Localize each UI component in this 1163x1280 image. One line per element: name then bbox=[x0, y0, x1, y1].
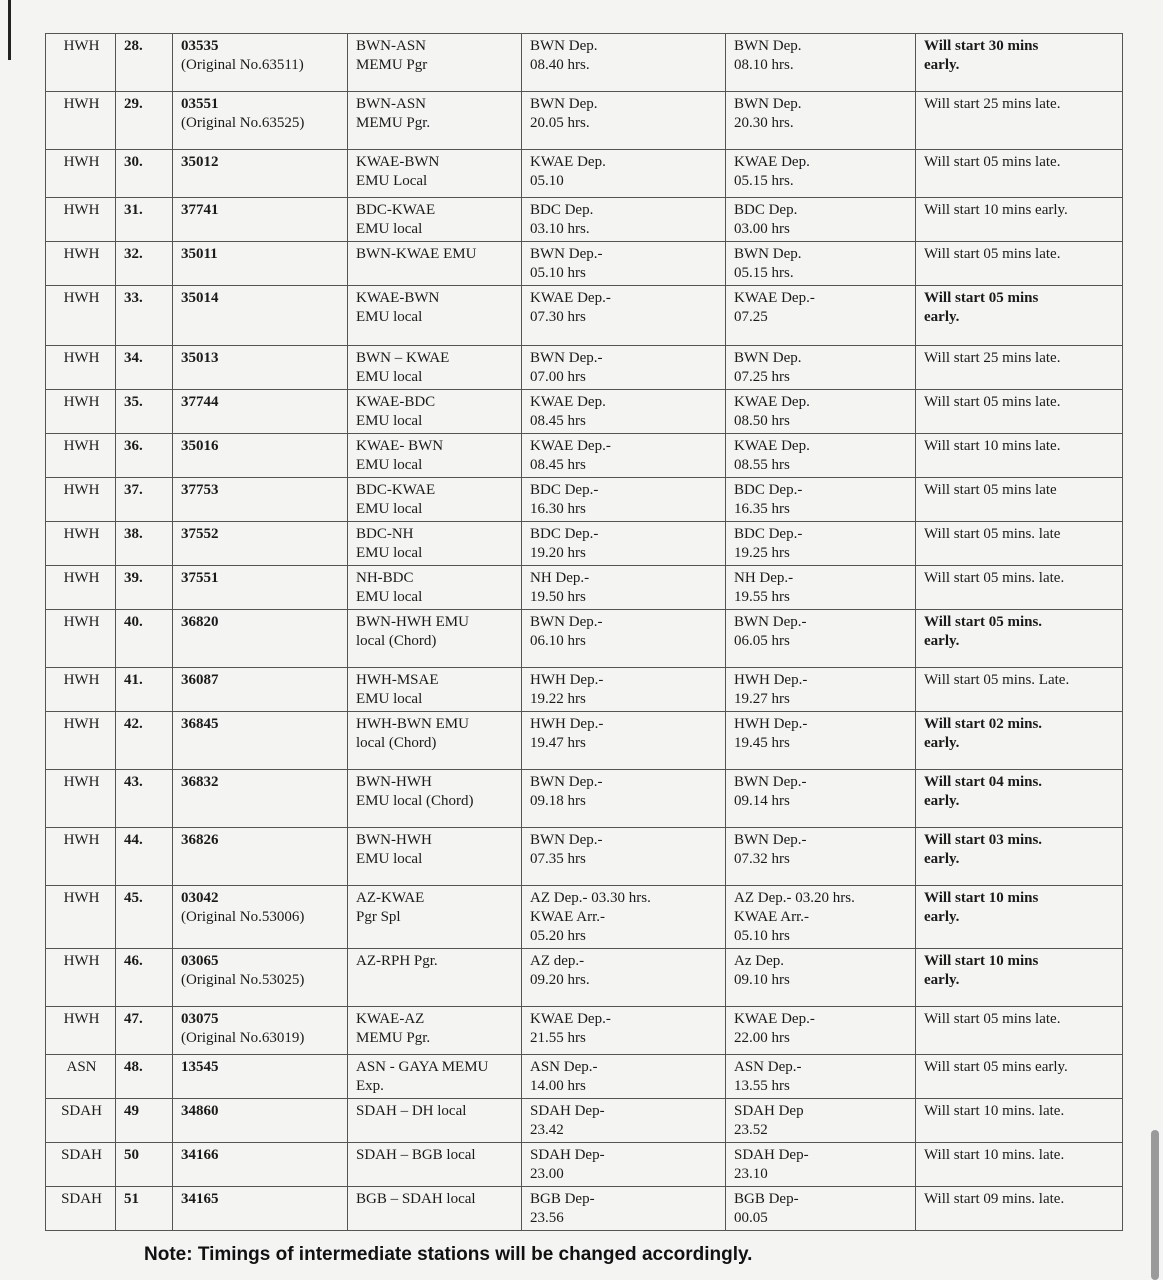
existing-timing-cell: HWH Dep.- 19.22 hrs bbox=[522, 668, 726, 712]
route-cell: BWN-HWH EMU local bbox=[348, 828, 522, 886]
zone-cell: HWH bbox=[46, 34, 116, 92]
table-row bbox=[46, 668, 1123, 712]
train-number-cell bbox=[173, 522, 348, 566]
existing-timing-cell: AZ dep.- 09.20 hrs. bbox=[522, 949, 726, 1007]
table-row bbox=[46, 346, 1123, 390]
train-number: 36832 bbox=[181, 774, 219, 790]
remark-cell: Will start 04 mins. early. bbox=[916, 770, 1123, 828]
revised-timing-cell: HWH Dep.- 19.45 hrs bbox=[726, 712, 916, 770]
train-number: 35016 bbox=[181, 438, 219, 454]
existing-timing-cell: SDAH Dep- 23.42 bbox=[522, 1099, 726, 1143]
train-number: 37741 bbox=[181, 202, 219, 218]
revised-timing-cell: BWN Dep.- 06.05 hrs bbox=[726, 610, 916, 668]
train-number-cell bbox=[173, 1099, 348, 1143]
existing-timing-cell: NH Dep.- 19.50 hrs bbox=[522, 566, 726, 610]
zone-cell: HWH bbox=[46, 886, 116, 949]
zone-cell: HWH bbox=[46, 610, 116, 668]
route-cell: BDC-NH EMU local bbox=[348, 522, 522, 566]
serial-number-cell: 34. bbox=[116, 346, 173, 390]
remark-cell: Will start 30 mins early. bbox=[916, 34, 1123, 92]
serial-number-cell: 48. bbox=[116, 1055, 173, 1099]
train-number: 34165 bbox=[181, 1191, 219, 1207]
train-number-cell bbox=[173, 610, 348, 668]
train-number-cell bbox=[173, 1143, 348, 1187]
revised-timing-cell: BWN Dep. 07.25 hrs bbox=[726, 346, 916, 390]
revised-timing-cell: BWN Dep. 08.10 hrs. bbox=[726, 34, 916, 92]
existing-timing-cell: BWN Dep.- 05.10 hrs bbox=[522, 242, 726, 286]
train-number: 34166 bbox=[181, 1147, 219, 1163]
zone-cell: HWH bbox=[46, 390, 116, 434]
train-number-cell bbox=[173, 34, 348, 92]
existing-timing-cell: KWAE Dep. 05.10 bbox=[522, 150, 726, 198]
existing-timing-cell: BDC Dep. 03.10 hrs. bbox=[522, 198, 726, 242]
zone-cell: HWH bbox=[46, 770, 116, 828]
remark-cell: Will start 25 mins late. bbox=[916, 92, 1123, 150]
remark-cell: Will start 05 mins early. bbox=[916, 286, 1123, 346]
serial-number-cell: 28. bbox=[116, 34, 173, 92]
scrollbar-track[interactable] bbox=[1149, 0, 1163, 1280]
zone-cell: HWH bbox=[46, 712, 116, 770]
train-number: 36845 bbox=[181, 716, 219, 732]
table-row bbox=[46, 390, 1123, 434]
route-cell: AZ-RPH Pgr. bbox=[348, 949, 522, 1007]
original-train-number: (Original No.53025) bbox=[181, 972, 305, 988]
table-row bbox=[46, 286, 1123, 346]
route-cell: HWH-MSAE EMU local bbox=[348, 668, 522, 712]
page-left-edge-mark bbox=[8, 0, 11, 60]
route-cell: ASN - GAYA MEMU Exp. bbox=[348, 1055, 522, 1099]
remark-cell: Will start 25 mins late. bbox=[916, 346, 1123, 390]
revised-timing-cell: KWAE Dep. 08.55 hrs bbox=[726, 434, 916, 478]
revised-timing-cell: BWN Dep.- 09.14 hrs bbox=[726, 770, 916, 828]
train-number: 03065 bbox=[181, 953, 219, 969]
revised-timing-cell: KWAE Dep.- 22.00 hrs bbox=[726, 1007, 916, 1055]
table-row bbox=[46, 886, 1123, 949]
table-row bbox=[46, 478, 1123, 522]
remark-cell: Will start 05 mins. Late. bbox=[916, 668, 1123, 712]
serial-number-cell: 43. bbox=[116, 770, 173, 828]
train-number-cell bbox=[173, 286, 348, 346]
serial-number-cell: 50 bbox=[116, 1143, 173, 1187]
train-schedule-table bbox=[45, 33, 1123, 1231]
existing-timing-cell: KWAE Dep. 08.45 hrs bbox=[522, 390, 726, 434]
train-number: 13545 bbox=[181, 1059, 219, 1075]
existing-timing-cell: BWN Dep.- 06.10 hrs bbox=[522, 610, 726, 668]
train-number: 03042 bbox=[181, 890, 219, 906]
table-row bbox=[46, 198, 1123, 242]
serial-number-cell: 38. bbox=[116, 522, 173, 566]
schedule-body bbox=[46, 34, 1123, 1231]
revised-timing-cell: BDC Dep.- 16.35 hrs bbox=[726, 478, 916, 522]
zone-cell: HWH bbox=[46, 150, 116, 198]
train-number-cell bbox=[173, 566, 348, 610]
zone-cell: HWH bbox=[46, 566, 116, 610]
zone-cell: HWH bbox=[46, 949, 116, 1007]
existing-timing-cell: AZ Dep.- 03.30 hrs. KWAE Arr.- 05.20 hrs bbox=[522, 886, 726, 949]
route-cell: KWAE-BWN EMU local bbox=[348, 286, 522, 346]
train-number: 36820 bbox=[181, 614, 219, 630]
route-cell: BWN-ASN MEMU Pgr bbox=[348, 34, 522, 92]
zone-cell: HWH bbox=[46, 346, 116, 390]
train-number: 36826 bbox=[181, 832, 219, 848]
revised-timing-cell: BGB Dep- 00.05 bbox=[726, 1187, 916, 1231]
route-cell: NH-BDC EMU local bbox=[348, 566, 522, 610]
revised-timing-cell: KWAE Dep.- 07.25 bbox=[726, 286, 916, 346]
route-cell: BWN-HWH EMU local (Chord) bbox=[348, 610, 522, 668]
remark-cell: Will start 10 mins. late. bbox=[916, 1099, 1123, 1143]
serial-number-cell: 36. bbox=[116, 434, 173, 478]
serial-number-cell: 30. bbox=[116, 150, 173, 198]
route-cell: SDAH – BGB local bbox=[348, 1143, 522, 1187]
revised-timing-cell: ASN Dep.- 13.55 hrs bbox=[726, 1055, 916, 1099]
table-row bbox=[46, 1143, 1123, 1187]
zone-cell: HWH bbox=[46, 286, 116, 346]
train-number: 35012 bbox=[181, 154, 219, 170]
zone-cell: SDAH bbox=[46, 1099, 116, 1143]
remark-cell: Will start 02 mins. early. bbox=[916, 712, 1123, 770]
zone-cell: SDAH bbox=[46, 1187, 116, 1231]
table-row bbox=[46, 610, 1123, 668]
train-number: 36087 bbox=[181, 672, 219, 688]
existing-timing-cell: BGB Dep- 23.56 bbox=[522, 1187, 726, 1231]
table-row bbox=[46, 92, 1123, 150]
table-row bbox=[46, 34, 1123, 92]
table-row bbox=[46, 434, 1123, 478]
serial-number-cell: 45. bbox=[116, 886, 173, 949]
serial-number-cell: 42. bbox=[116, 712, 173, 770]
existing-timing-cell: ASN Dep.- 14.00 hrs bbox=[522, 1055, 726, 1099]
train-number: 37744 bbox=[181, 394, 219, 410]
remark-cell: Will start 05 mins. late bbox=[916, 522, 1123, 566]
revised-timing-cell: BWN Dep. 20.30 hrs. bbox=[726, 92, 916, 150]
zone-cell: HWH bbox=[46, 668, 116, 712]
train-number-cell bbox=[173, 92, 348, 150]
train-number-cell bbox=[173, 1055, 348, 1099]
serial-number-cell: 37. bbox=[116, 478, 173, 522]
zone-cell: HWH bbox=[46, 478, 116, 522]
train-number-cell bbox=[173, 346, 348, 390]
remark-cell: Will start 05 mins. early. bbox=[916, 610, 1123, 668]
remark-cell: Will start 05 mins early. bbox=[916, 1055, 1123, 1099]
table-row bbox=[46, 1007, 1123, 1055]
route-cell: HWH-BWN EMU local (Chord) bbox=[348, 712, 522, 770]
remark-cell: Will start 03 mins. early. bbox=[916, 828, 1123, 886]
table-row bbox=[46, 712, 1123, 770]
remark-cell: Will start 05 mins late. bbox=[916, 1007, 1123, 1055]
serial-number-cell: 46. bbox=[116, 949, 173, 1007]
route-cell: KWAE- BWN EMU local bbox=[348, 434, 522, 478]
train-number-cell bbox=[173, 390, 348, 434]
serial-number-cell: 51 bbox=[116, 1187, 173, 1231]
route-cell: BDC-KWAE EMU local bbox=[348, 478, 522, 522]
serial-number-cell: 47. bbox=[116, 1007, 173, 1055]
train-number-cell bbox=[173, 828, 348, 886]
serial-number-cell: 49 bbox=[116, 1099, 173, 1143]
existing-timing-cell: BWN Dep.- 07.35 hrs bbox=[522, 828, 726, 886]
existing-timing-cell: HWH Dep.- 19.47 hrs bbox=[522, 712, 726, 770]
route-cell: BWN-ASN MEMU Pgr. bbox=[348, 92, 522, 150]
scrollbar-thumb[interactable] bbox=[1151, 1130, 1159, 1280]
train-number-cell bbox=[173, 1187, 348, 1231]
route-cell: SDAH – DH local bbox=[348, 1099, 522, 1143]
serial-number-cell: 40. bbox=[116, 610, 173, 668]
zone-cell: HWH bbox=[46, 242, 116, 286]
train-number-cell bbox=[173, 886, 348, 949]
existing-timing-cell: KWAE Dep.- 08.45 hrs bbox=[522, 434, 726, 478]
train-number-cell bbox=[173, 198, 348, 242]
route-cell: BDC-KWAE EMU local bbox=[348, 198, 522, 242]
remark-cell: Will start 05 mins. late. bbox=[916, 566, 1123, 610]
train-number-cell bbox=[173, 770, 348, 828]
zone-cell: HWH bbox=[46, 522, 116, 566]
zone-cell: HWH bbox=[46, 1007, 116, 1055]
table-row bbox=[46, 1099, 1123, 1143]
footnote: Note: Timings of intermediate stations will be changed accordingly. bbox=[144, 1244, 753, 1265]
serial-number-cell: 33. bbox=[116, 286, 173, 346]
train-number-cell bbox=[173, 949, 348, 1007]
train-number: 34860 bbox=[181, 1103, 219, 1119]
train-number-cell bbox=[173, 712, 348, 770]
revised-timing-cell: BWN Dep. 05.15 hrs. bbox=[726, 242, 916, 286]
revised-timing-cell: KWAE Dep. 08.50 hrs bbox=[726, 390, 916, 434]
train-number-cell bbox=[173, 478, 348, 522]
train-number-cell bbox=[173, 434, 348, 478]
train-number: 37551 bbox=[181, 570, 219, 586]
train-number: 35014 bbox=[181, 290, 219, 306]
table-row bbox=[46, 828, 1123, 886]
train-number: 03075 bbox=[181, 1011, 219, 1027]
table-row bbox=[46, 522, 1123, 566]
remark-cell: Will start 05 mins late. bbox=[916, 390, 1123, 434]
existing-timing-cell: BWN Dep. 08.40 hrs. bbox=[522, 34, 726, 92]
table-row bbox=[46, 566, 1123, 610]
train-number: 03551 bbox=[181, 96, 219, 112]
existing-timing-cell: BWN Dep.- 07.00 hrs bbox=[522, 346, 726, 390]
original-train-number: (Original No.63019) bbox=[181, 1030, 305, 1046]
revised-timing-cell: SDAH Dep- 23.10 bbox=[726, 1143, 916, 1187]
route-cell: KWAE-BDC EMU local bbox=[348, 390, 522, 434]
serial-number-cell: 29. bbox=[116, 92, 173, 150]
table-row bbox=[46, 242, 1123, 286]
remark-cell: Will start 10 mins. late. bbox=[916, 1143, 1123, 1187]
existing-timing-cell: BDC Dep.- 19.20 hrs bbox=[522, 522, 726, 566]
train-number-cell bbox=[173, 668, 348, 712]
serial-number-cell: 35. bbox=[116, 390, 173, 434]
serial-number-cell: 32. bbox=[116, 242, 173, 286]
zone-cell: HWH bbox=[46, 198, 116, 242]
zone-cell: HWH bbox=[46, 434, 116, 478]
revised-timing-cell: BDC Dep. 03.00 hrs bbox=[726, 198, 916, 242]
train-number: 35011 bbox=[181, 246, 218, 262]
existing-timing-cell: BWN Dep.- 09.18 hrs bbox=[522, 770, 726, 828]
table-row bbox=[46, 770, 1123, 828]
existing-timing-cell: KWAE Dep.- 07.30 hrs bbox=[522, 286, 726, 346]
train-number: 37552 bbox=[181, 526, 219, 542]
remark-cell: Will start 10 mins late. bbox=[916, 434, 1123, 478]
train-number-cell bbox=[173, 242, 348, 286]
table-row bbox=[46, 1187, 1123, 1231]
train-number: 03535 bbox=[181, 38, 219, 54]
existing-timing-cell: BWN Dep. 20.05 hrs. bbox=[522, 92, 726, 150]
remark-cell: Will start 10 mins early. bbox=[916, 949, 1123, 1007]
original-train-number: (Original No.63511) bbox=[181, 57, 304, 73]
table-row bbox=[46, 949, 1123, 1007]
zone-cell: ASN bbox=[46, 1055, 116, 1099]
route-cell: BWN-HWH EMU local (Chord) bbox=[348, 770, 522, 828]
original-train-number: (Original No.53006) bbox=[181, 909, 305, 925]
route-cell: BGB – SDAH local bbox=[348, 1187, 522, 1231]
revised-timing-cell: BWN Dep.- 07.32 hrs bbox=[726, 828, 916, 886]
table-row bbox=[46, 150, 1123, 198]
zone-cell: SDAH bbox=[46, 1143, 116, 1187]
remark-cell: Will start 10 mins early. bbox=[916, 886, 1123, 949]
route-cell: BWN-KWAE EMU bbox=[348, 242, 522, 286]
route-cell: KWAE-BWN EMU Local bbox=[348, 150, 522, 198]
existing-timing-cell: SDAH Dep- 23.00 bbox=[522, 1143, 726, 1187]
revised-timing-cell: AZ Dep.- 03.20 hrs. KWAE Arr.- 05.10 hrs bbox=[726, 886, 916, 949]
revised-timing-cell: BDC Dep.- 19.25 hrs bbox=[726, 522, 916, 566]
original-train-number: (Original No.63525) bbox=[181, 115, 305, 131]
revised-timing-cell: NH Dep.- 19.55 hrs bbox=[726, 566, 916, 610]
train-number-cell bbox=[173, 1007, 348, 1055]
remark-cell: Will start 10 mins early. bbox=[916, 198, 1123, 242]
revised-timing-cell: Az Dep. 09.10 hrs bbox=[726, 949, 916, 1007]
existing-timing-cell: BDC Dep.- 16.30 hrs bbox=[522, 478, 726, 522]
remark-cell: Will start 09 mins. late. bbox=[916, 1187, 1123, 1231]
train-number-cell bbox=[173, 150, 348, 198]
serial-number-cell: 31. bbox=[116, 198, 173, 242]
existing-timing-cell: KWAE Dep.- 21.55 hrs bbox=[522, 1007, 726, 1055]
revised-timing-cell: HWH Dep.- 19.27 hrs bbox=[726, 668, 916, 712]
train-number: 37753 bbox=[181, 482, 219, 498]
zone-cell: HWH bbox=[46, 92, 116, 150]
zone-cell: HWH bbox=[46, 828, 116, 886]
serial-number-cell: 41. bbox=[116, 668, 173, 712]
revised-timing-cell: KWAE Dep. 05.15 hrs. bbox=[726, 150, 916, 198]
remark-cell: Will start 05 mins late. bbox=[916, 242, 1123, 286]
train-number: 35013 bbox=[181, 350, 219, 366]
route-cell: KWAE-AZ MEMU Pgr. bbox=[348, 1007, 522, 1055]
remark-cell: Will start 05 mins late bbox=[916, 478, 1123, 522]
remark-cell: Will start 05 mins late. bbox=[916, 150, 1123, 198]
table-row bbox=[46, 1055, 1123, 1099]
route-cell: AZ-KWAE Pgr Spl bbox=[348, 886, 522, 949]
serial-number-cell: 44. bbox=[116, 828, 173, 886]
route-cell: BWN – KWAE EMU local bbox=[348, 346, 522, 390]
serial-number-cell: 39. bbox=[116, 566, 173, 610]
revised-timing-cell: SDAH Dep 23.52 bbox=[726, 1099, 916, 1143]
